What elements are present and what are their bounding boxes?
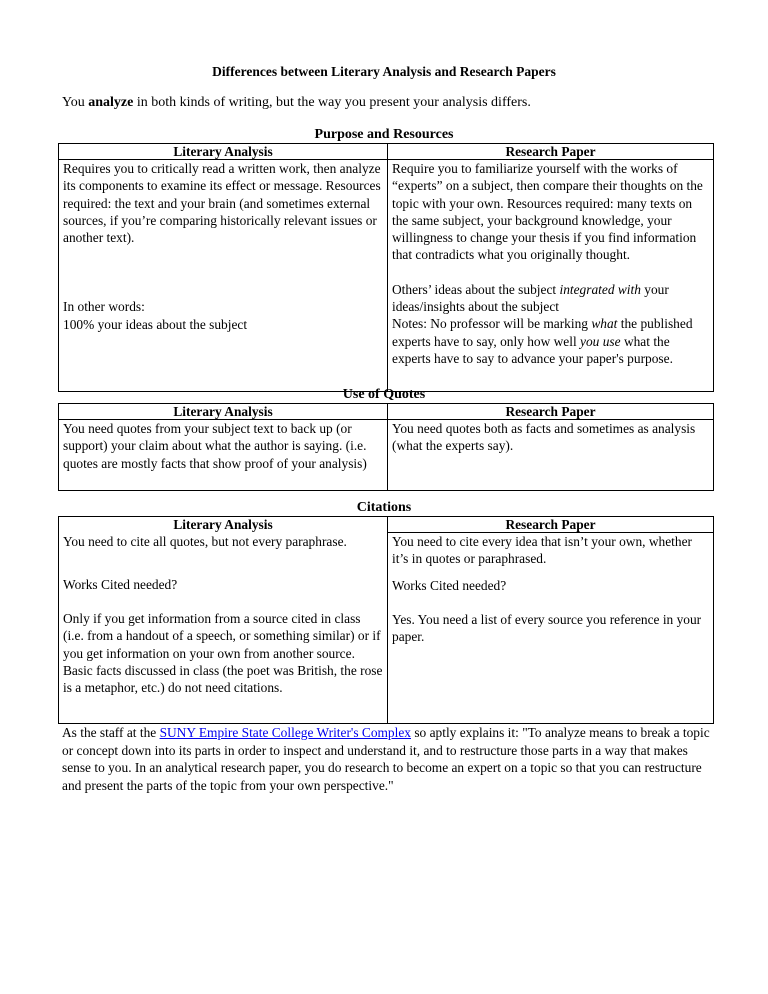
purpose-col-research-header: Research Paper [388,144,714,160]
citations-col-research-header: Research Paper [388,517,714,533]
quotes-col-literary-header: Literary Analysis [59,404,388,420]
citations-table [58,516,714,724]
purpose-table [58,143,714,392]
section-heading-quotes: Use of Quotes [342,387,426,402]
section-heading-citations: Citations [356,500,412,515]
citations-research-cell: You need to cite every idea that isn’t your own, whether it’s in quotes or paraphrased. Works Cited needed? Yes. You need a list of every source you reference in your paper. [388,533,714,724]
section-heading-purpose: Purpose and Resources [314,127,454,142]
closing-paragraph: As the staff at the SUNY Empire State College Writer's Complex so aptly explains it: "To analyze means to break a topic or concept down into its parts in order to inspect and understand it, and to restructure those parts in a way that makes sense to you. In an analytical research paper, you do research to become an expert on a topic so that you can restructure and present the parts of the topic from your own perspective." [62,725,710,793]
quotes-table [58,403,714,491]
quotes-literary-cell: You need quotes from your subject text to back up (or support) your claim about what the author is saying. (i.e. quotes are mostly facts that show proof of your analysis) [59,420,388,491]
purpose-research-cell: Require you to familiarize yourself with the works of “experts” on a subject, then compare their thoughts on the topic with your own. Resources required: many texts on the same subject, your background knowledge, your willingness to change your thesis if you find information that contradicts what you originally thought. Others’ ideas about the subject integrated with your ideas/insights about the subject Notes: No professor will be marking what the published experts have to say, only how well you use what the experts have to say to advance your paper's purpose. [388,160,714,392]
purpose-literary-cell: Requires you to critically read a written work, then analyze its components to examine its effect or message. Resources required: the text and your brain (and sometimes external sources, if you’re comparing historically relevant issues or another text). In other words: 100% your ideas about the subject [59,160,388,392]
quotes-research-cell: You need quotes both as facts and sometimes as analysis (what the experts say). [388,420,714,491]
purpose-col-literary-header: Literary Analysis [59,144,388,160]
intro-bold-word: analyze [88,95,134,110]
citations-literary-cell: You need to cite all quotes, but not every paraphrase. Works Cited needed? Only if you get information from a source cited in class (i.e. from a handout of a speech, or something similar) or if you get information on your own from another source. Basic facts discussed in class (the poet was British, the rose is a metaphor, etc.) do not need citations. [59,533,388,724]
intro-paragraph: You analyze in both kinds of writing, but the way you present your analysis differs. [62,95,531,110]
quotes-col-research-header: Research Paper [388,404,714,420]
suny-writers-complex-link[interactable]: SUNY Empire State College Writer's Complex [159,725,411,740]
citations-col-literary-header: Literary Analysis [59,517,388,533]
document-title: Differences between Literary Analysis and Research Papers [212,64,556,79]
